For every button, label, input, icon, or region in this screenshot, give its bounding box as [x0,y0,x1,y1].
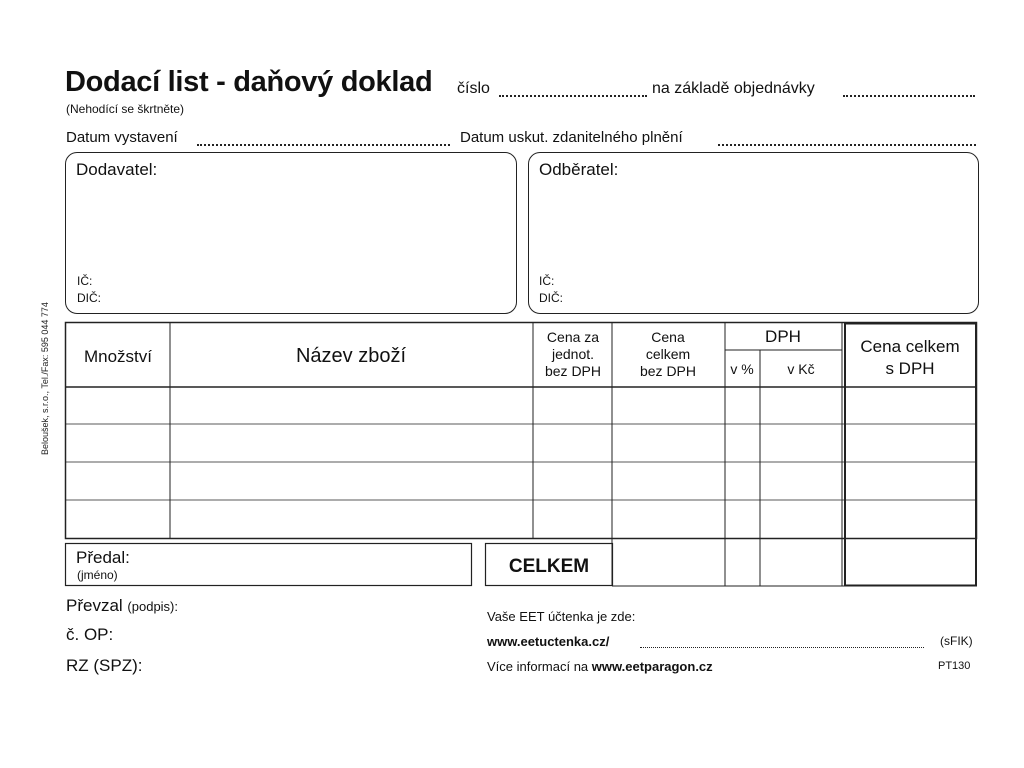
eet-url2[interactable]: www.eetparagon.cz [591,659,713,674]
supplier-label: Dodavatel: [76,160,158,179]
total-label: CELKEM [508,556,590,577]
taxable-date-label: Datum uskut. zdanitelného plnění [460,129,683,146]
col-total-novat-header-line2: celkem [645,346,691,362]
col-unit-price-header-line2: jednot. [551,346,595,362]
col-vat-header: DPH [765,327,801,346]
cislo-label: číslo [457,80,490,97]
customer-label: Odběratel: [539,160,619,179]
rz-label: RZ (SPZ): [66,656,143,675]
col-vat-czk-header: v Kč [787,361,815,377]
objednavka-label: na základě objednávky [652,80,815,97]
eet-line1: Vaše EET účtenka je zde: [487,609,636,624]
col-quantity-header: Množství [83,347,153,366]
form-code: PT130 [938,660,971,672]
col-total-vat-header-line1: Cena celkem [860,337,960,356]
prevzal-line[interactable] [66,596,178,616]
jmeno-label: (jméno) [77,568,118,582]
col-unit-price-header-line1: Cena za [546,329,600,345]
customer-ic-label: IČ: [539,274,555,288]
podpis-label: (podpis): [127,599,178,614]
customer-dic-label: DIČ: [539,291,563,305]
prevzal-label: Převzal [66,596,123,615]
eet-url1[interactable]: www.eetuctenka.cz/ [487,634,610,649]
document-title: Dodací list - daňový doklad [65,66,433,98]
col-total-novat-header-line1: Cena [651,329,685,345]
col-total-vat-header-line2: s DPH [885,359,935,378]
supplier-dic-label: DIČ: [77,291,101,305]
sfik-label: (sFIK) [940,634,973,648]
issue-date-label: Datum vystavení [66,129,178,146]
supplier-ic-label: IČ: [77,274,93,288]
eet-line3 [487,659,713,674]
eet-line3-prefix: Více informací na [487,659,589,674]
publisher-side-text: Beloušek, s.r.o., Tel./Fax: 595 044 774 [40,302,50,455]
op-label: č. OP: [66,625,114,644]
col-vat-pct-header: v % [730,361,754,377]
col-total-novat-header-line3: bez DPH [639,363,697,379]
strike-note: (Nehodící se škrtněte) [66,102,185,116]
col-name-header: Název zboží [295,345,407,367]
predal-label: Předal: [76,548,130,567]
sfik-field[interactable] [640,647,924,648]
col-unit-price-header-line3: bez DPH [544,363,602,379]
